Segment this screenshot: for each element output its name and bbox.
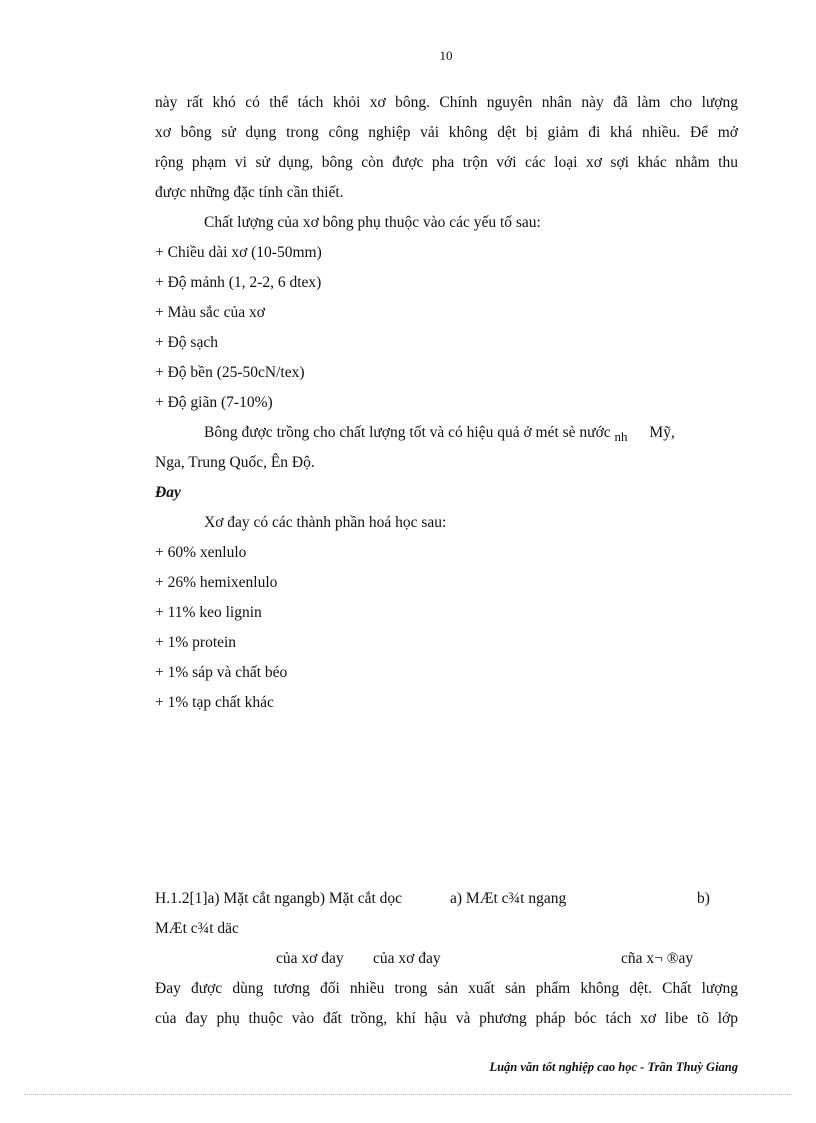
list-item: + Độ sạch — [155, 334, 218, 351]
quality-intro: Chất lượng của xơ bông phụ thuộc vào các yếu tố sau: — [204, 214, 541, 231]
grown-text-sub: nh — [614, 429, 628, 444]
list-item: + 60% xenlulo — [155, 544, 247, 561]
list-item: + 1% protein — [155, 634, 237, 651]
list-item: + Độ giãn (7-10%) — [155, 394, 273, 411]
figure-caption-line3b: của xơ đay — [373, 950, 441, 967]
figure-caption-line1c: b) — [697, 890, 710, 907]
figure-caption-line3c: cña x¬ ®ay — [621, 950, 694, 967]
grown-text-line2: Nga, Trung Quốc, Ên Độ. — [155, 454, 315, 471]
grown-text — [204, 424, 675, 442]
list-item: + Độ mảnh (1, 2-2, 6 dtex) — [155, 274, 322, 291]
list-item: + 1% sáp và chất béo — [155, 664, 288, 681]
paragraph-line: này rất khó có thể tách khỏi xơ bông. Chính nguyên nhân này đã làm cho lượng — [155, 94, 738, 111]
footer-text: Luận văn tốt nghiệp cao học - Trần Thuỳ Giang — [489, 1060, 738, 1074]
paragraph-line: của đay phụ thuộc vào đất trồng, khí hậu và phương pháp bóc tách xơ libe tõ lớp — [155, 1010, 738, 1027]
page-number: 10 — [439, 48, 453, 63]
list-item: + Độ bền (25-50cN/tex) — [155, 364, 305, 381]
list-item: + 1% tạp chất khác — [155, 694, 274, 711]
paragraph-line: rộng phạm vi sử dụng, bông còn được pha trộn với các loại xơ sợi khác nhằm thu — [155, 154, 738, 171]
paragraph-line: được những đặc tính cần thiết. — [155, 184, 344, 201]
figure-caption-line2: MÆt c¾t däc — [155, 920, 239, 937]
list-item: + 11% keo lignin — [155, 604, 262, 621]
bottom-rule — [24, 1094, 792, 1095]
list-item: + Màu sắc của xơ — [155, 304, 265, 321]
paragraph-line: xơ bông sử dụng trong công nghiệp vải không dệt bị giảm đi khá nhiều. Để mở — [155, 124, 738, 141]
jute-intro: Xơ đay có các thành phần hoá học sau: — [204, 514, 447, 531]
grown-text-a: Bông được trồng cho chất lượng tốt và có hiệu quả ở mét sè nước — [204, 424, 611, 441]
paragraph-line: Đay được dùng tương đối nhiều trong sản xuất sản phẩm không dệt. Chất lượng — [155, 980, 738, 997]
section-heading: Đay — [155, 484, 181, 501]
figure-caption-line1b: a) MÆt c¾t ngang — [450, 890, 567, 907]
grown-text-b: Mỹ, — [649, 424, 675, 441]
list-item: + Chiều dài xơ (10-50mm) — [155, 244, 322, 261]
figure-caption-line1a: H.1.2[1]a) Mặt cắt ngangb) Mặt cắt dọc — [155, 890, 403, 907]
list-item: + 26% hemixenlulo — [155, 574, 278, 591]
figure-caption-line3a: của xơ đay — [276, 950, 344, 967]
